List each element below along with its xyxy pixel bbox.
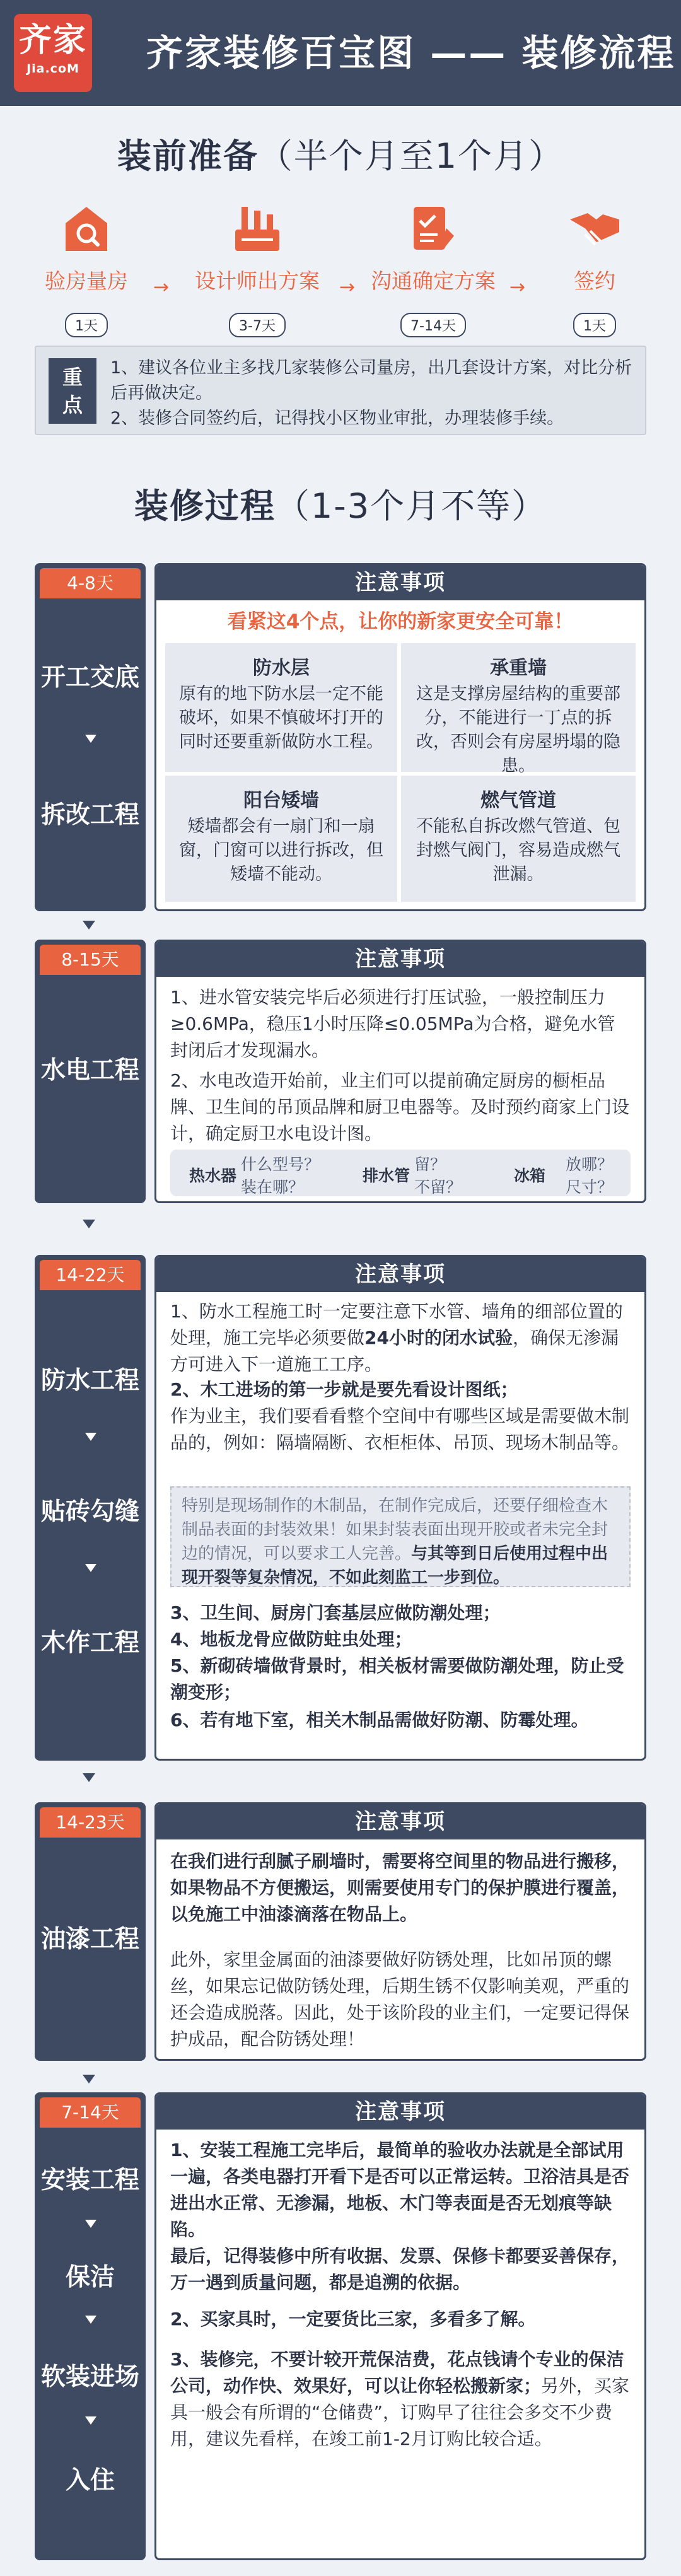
stage-duration-tag: 4-8天 [40, 568, 141, 598]
notes-card [154, 1255, 646, 1761]
stage-sidebar [35, 940, 146, 1203]
checklist-pen-icon [405, 201, 462, 257]
step-label: 设计师出方案 [195, 269, 320, 293]
note-text: 另外，买家具一般会有所谓的“仓储费”，订购早了往往会多交不少费用，建议先看样，在竣工前1-2月订购比较合适。 [170, 2375, 630, 2449]
note-item: 6、若有地下室，相关木制品需做好防潮、防霉处理。 [170, 1710, 589, 1730]
note-item: 2、买家具时，一定要货比三家，多看多了解。 [170, 2309, 536, 2329]
step-duration: 7-14天 [400, 313, 466, 337]
design-tools-icon [229, 201, 286, 257]
logo-en: Jia.coM [26, 62, 79, 76]
process-title-sub: （1-3个月不等） [275, 486, 547, 526]
note-item: 最后，记得装修中所有收据、发票、保修卡都要妥善保存，万一遇到质量问题，都是追溯的依据。 [170, 2246, 630, 2293]
note-emphasis: 3、装修完，不要计较开荒保洁费，花点钱请个专业的保洁公司，动作快、效果好，可以让你轻松搬新家； [170, 2349, 624, 2396]
stage-arrow-icon [83, 921, 95, 930]
step-label: 沟通确定方案 [371, 269, 496, 293]
stage-duration-tag: 7-14天 [40, 2097, 141, 2128]
key-points-text [110, 356, 632, 431]
step-arrow-icon: → [153, 276, 170, 298]
note-emphasis: 24小时的闭水试验 [364, 1327, 513, 1348]
phase-label: 开工交底 [40, 663, 139, 692]
stage-sidebar [35, 2092, 146, 2560]
option-b: 尺寸？ [566, 1178, 614, 1196]
down-arrow-icon [85, 735, 96, 743]
prep-title [0, 129, 681, 178]
process-title [0, 479, 681, 528]
brand-logo[interactable] [14, 14, 92, 92]
note-cell-waterproof [165, 643, 397, 772]
stage-duration-tag: 8-15天 [40, 945, 141, 975]
note-item: 1、进水管安装完毕后必须进行打压试验，一般控制压力≥0.6MPa，稳压1小时压降≤0.05MPa为合格，避免水管封闭后才发现漏水。 [170, 987, 615, 1061]
note-text: ，确保无渗漏方可进入下一道施工工序。 [170, 1327, 619, 1375]
option-name: 热水器 [189, 1167, 237, 1185]
warning-text: 看紧这4个点，让你的新家更安全可靠！ [227, 610, 574, 633]
prep-steps [0, 201, 681, 334]
phase-label: 安装工程 [40, 2166, 139, 2194]
option-a: 什么型号？ [241, 1155, 320, 1174]
step-sign [522, 201, 667, 337]
note-cell-gas [401, 776, 636, 902]
process-title-main: 装修过程 [134, 486, 276, 526]
stage-plumbing-electric [35, 940, 646, 1203]
key-label-2: 点 [62, 393, 83, 417]
note-item: 3、卫生间、厨房门套基层应做防潮处理； [170, 1602, 501, 1623]
prep-title-sub: （半个月至1个月） [258, 136, 564, 176]
down-arrow-icon [85, 1433, 96, 1441]
phase-label: 防水工程 [40, 1367, 139, 1395]
step-arrow-icon: → [339, 276, 356, 298]
phase-label: 保洁 [65, 2263, 115, 2292]
stage-duration-tag: 14-22天 [40, 1260, 141, 1290]
step-duration: 1天 [65, 313, 108, 337]
stage-sidebar [35, 563, 146, 911]
logo-cn: 齐家 [18, 21, 87, 59]
stage-painting [35, 1802, 646, 2061]
note-text: 1、防水工程施工时一定要注意下水管、墙角的细部位置的处理，施工完毕必须要做 [170, 1301, 623, 1348]
note-cell-text: 这是支撑房屋结构的重要部分，不能进行一丁点的拆改，否则会有房屋坍塌的隐患。 [416, 684, 620, 776]
key-point: 1、建议各位业主多找几家装修公司量房，出几套设计方案，对比分析后再做决定。 [110, 358, 632, 403]
phase-label: 拆改工程 [40, 801, 139, 829]
note-text: 特别是现场制作的木制品，在制作完成后，还要仔细检查木制品表面的封装效果！如果封装表面出现开胶或者未完全封边的情况，可以要求工人完善。 [182, 1496, 608, 1563]
stage-sidebar [35, 1255, 146, 1761]
note-item: 此外，家里金属面的油漆要做好防锈处理，比如吊顶的螺丝，如果忘记做防锈处理，后期生锈不仅影响美观，严重的还会造成脱落。因此，处于该阶段的业主们，一定要记得保护成品，配合防锈处理！ [170, 1949, 630, 2049]
note-cell-balcony [165, 776, 397, 902]
handshake-icon [566, 201, 623, 257]
house-search-icon [58, 201, 115, 257]
note-cell-head: 防水层 [253, 657, 310, 679]
option-a: 放哪？ [566, 1155, 614, 1174]
phase-label: 木作工程 [40, 1629, 139, 1657]
notes-card [154, 2092, 646, 2560]
note-cell-head: 承重墙 [490, 657, 547, 679]
notes-card [154, 563, 646, 911]
note-cell-bearing-wall [401, 643, 636, 776]
notes-card-title: 注意事项 [156, 941, 644, 977]
notes-card-title: 注意事项 [156, 1257, 644, 1292]
option-name: 排水管 [363, 1167, 410, 1185]
step-design [185, 201, 330, 337]
key-label-1: 重 [62, 365, 83, 389]
stage-arrow-icon [83, 2075, 95, 2084]
stage-arrow-icon [83, 1773, 95, 1782]
note-item: 作为业主，我们要看看整个空间中有哪些区域是需要做木制品的，例如：隔墙隔断、衣柜柜体、吊顶、现场木制品等。 [170, 1406, 630, 1453]
note-item [170, 1298, 631, 1378]
option-name: 冰箱 [514, 1167, 546, 1185]
stage-demolition [35, 563, 646, 911]
option-a: 留？ [414, 1155, 446, 1174]
note-cell-text: 原有的地下防水层一定不能破坏，如果不慎破坏打开的同时还要重新做防水工程。 [179, 684, 383, 752]
phase-label: 入住 [65, 2466, 115, 2495]
note-item-head: 2、木工进场的第一步就是要先看设计图纸； [170, 1379, 518, 1400]
option-b: 装在哪？ [241, 1178, 305, 1196]
wood-inspection-note [170, 1486, 631, 1587]
step-confirm [361, 201, 506, 337]
note-cell-text: 不能私自拆改燃气管道、包封燃气阀门，容易造成燃气泄漏。 [416, 817, 620, 884]
down-arrow-icon [85, 2416, 96, 2425]
notes-card-title: 注意事项 [156, 2094, 644, 2130]
step-survey [14, 201, 159, 337]
note-cell-head: 阳台矮墙 [243, 790, 319, 812]
appliance-options [170, 1150, 631, 1196]
phase-label: 贴砖勾缝 [40, 1498, 139, 1526]
page-title: 齐家装修百宝图 —— 装修流程 [146, 32, 676, 74]
note-item: 2、水电改造开始前，业主们可以提前确定厨房的橱柜品牌、卫生间的吊顶品牌和厨卫电器等。及时预约商家上门设计，确定厨卫水电设计图。 [170, 1070, 630, 1144]
option-b: 不留？ [414, 1178, 462, 1196]
step-label: 验房量房 [45, 269, 128, 293]
note-item: 1、安装工程施工完毕后，最简单的验收办法就是全部试用一遍，各类电器打开看下是否可以正常运转。卫浴洁具是否进出水正常、无渗漏，地板、木门等表面是否无划痕等缺陷。 [170, 2140, 630, 2240]
phase-label: 油漆工程 [40, 1925, 139, 1954]
key-point: 2、装修合同签约后，记得找小区物业审批，办理装修手续。 [110, 409, 564, 428]
down-arrow-icon [85, 2316, 96, 2324]
stage-duration-tag: 14-23天 [40, 1807, 141, 1838]
stage-installation [35, 2092, 646, 2560]
step-label: 签约 [574, 269, 615, 293]
note-item: 5、新砌砖墙做背景时，相关板材需要做防潮处理，防止受潮变形； [170, 1655, 624, 1703]
stage-sidebar [35, 1802, 146, 2061]
down-arrow-icon [85, 1564, 96, 1572]
phase-label: 软装进场 [40, 2363, 139, 2391]
header-bar [0, 0, 681, 106]
note-item: 4、地板龙骨应做防蛀虫处理； [170, 1629, 412, 1650]
note-cell-head: 燃气管道 [480, 790, 556, 812]
step-duration: 3-7天 [229, 313, 286, 337]
stage-waterproof-woodwork [35, 1255, 646, 1761]
notes-card [154, 1802, 646, 2061]
note-cell-text: 矮墙都会有一扇门和一扇窗，门窗可以进行拆改，但矮墙不能动。 [179, 817, 383, 884]
note-item: 在我们进行刮腻子刷墙时，需要将空间里的物品进行搬移，如果物品不方便搬运，则需要使用专门的保护膜进行覆盖，以免施工中油漆滴落在物品上。 [170, 1851, 630, 1925]
note-item [170, 2346, 631, 2452]
note-emphasis: 与其等到日后使用过程中出现开裂等复杂情况，不如此刻监工一步到位。 [182, 1544, 608, 1587]
notes-card-title: 注意事项 [156, 565, 644, 600]
step-arrow-icon: → [509, 276, 526, 298]
phase-label: 水电工程 [40, 1056, 139, 1085]
step-duration: 1天 [573, 313, 616, 337]
notes-card [154, 940, 646, 1203]
key-points-box [35, 346, 646, 435]
notes-card-title: 注意事项 [156, 1804, 644, 1839]
prep-title-main: 装前准备 [117, 136, 259, 176]
stage-arrow-icon [83, 1220, 95, 1228]
down-arrow-icon [85, 2220, 96, 2228]
key-points-tag [49, 358, 96, 424]
